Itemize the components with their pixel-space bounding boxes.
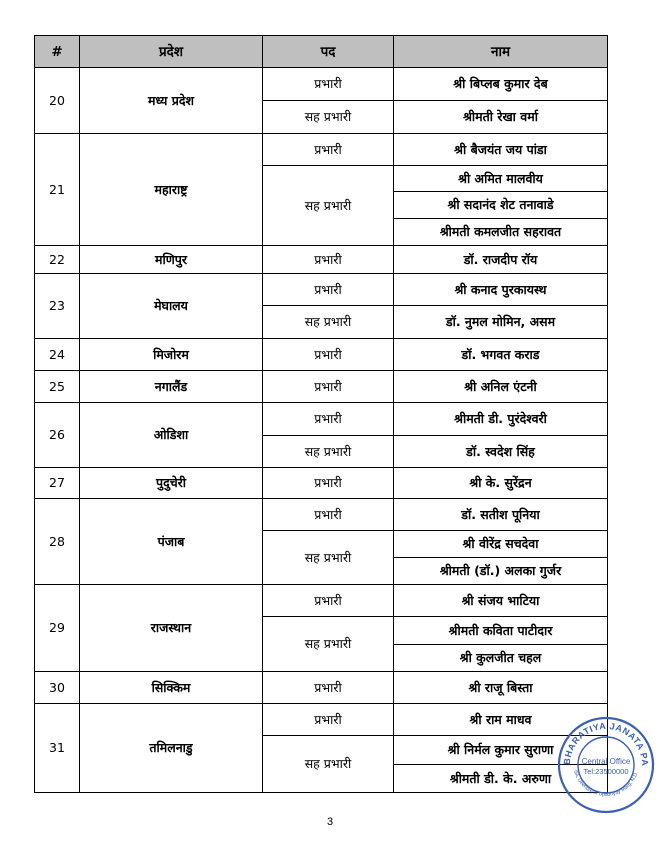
person-name: श्री वीरेंद्र सचदेवा <box>394 531 608 558</box>
person-name: श्री निर्मल कुमार सुराणा <box>394 736 608 765</box>
state-name: पंजाब <box>80 499 263 585</box>
page-number: 3 <box>326 816 334 828</box>
post-title: सह प्रभारी <box>263 101 394 134</box>
person-name: श्री राम माधव <box>394 704 608 736</box>
person-name: श्री बिप्लब कुमार देब <box>394 68 608 101</box>
state-name: मिजोरम <box>80 339 263 371</box>
person-name: श्रीमती (डॉ.) अलका गुर्जर <box>394 558 608 585</box>
state-name: ओडिशा <box>80 403 263 468</box>
stamp-ring-text: BHARATIYA JANATA PA <box>561 720 651 767</box>
post-title: सह प्रभारी <box>263 436 394 468</box>
person-name: श्रीमती डी. के. अरुणा <box>394 765 608 793</box>
person-name: श्रीमती डी. पुरंदेश्वरी <box>394 403 608 436</box>
state-name: मेघालय <box>80 274 263 339</box>
person-name: श्रीमती कमलजीत सहरावत <box>394 219 608 246</box>
person-name: श्रीमती कविता पाटीदार <box>394 617 608 645</box>
post-title: प्रभारी <box>263 468 394 499</box>
person-name: श्री सदानंद शेट तनावाडे <box>394 192 608 219</box>
post-title: प्रभारी <box>263 134 394 166</box>
person-name: श्री बैजयंत जय पांडा <box>394 134 608 166</box>
person-name: श्री अमित मालवीय <box>394 166 608 192</box>
post-title: प्रभारी <box>263 499 394 531</box>
table-body <box>35 68 608 793</box>
row-number: 27 <box>35 468 80 499</box>
post-title: सह प्रभारी <box>263 166 394 246</box>
person-name: श्री कुलजीत चहल <box>394 645 608 672</box>
state-name: सिक्किम <box>80 672 263 704</box>
header-name: नाम <box>394 36 608 68</box>
assignment-table <box>34 35 608 793</box>
header-post: पद <box>263 36 394 68</box>
table-row <box>35 704 608 736</box>
row-number: 23 <box>35 274 80 339</box>
state-name: मध्य प्रदेश <box>80 68 263 134</box>
table-row <box>35 468 608 499</box>
post-title: सह प्रभारी <box>263 531 394 585</box>
table-row <box>35 371 608 403</box>
row-number: 28 <box>35 499 80 585</box>
header-number: # <box>35 36 80 68</box>
person-name: श्री अनिल एंटनी <box>394 371 608 403</box>
post-title: प्रभारी <box>263 246 394 274</box>
person-name: श्री संजय भाटिया <box>394 585 608 617</box>
person-name: श्री के. सुरेंद्रन <box>394 468 608 499</box>
row-number: 30 <box>35 672 80 704</box>
row-number: 26 <box>35 403 80 468</box>
post-title: प्रभारी <box>263 371 394 403</box>
person-name: डॉ. राजदीप रॉय <box>394 246 608 274</box>
party-stamp <box>556 715 656 815</box>
table-row <box>35 499 608 531</box>
row-number: 22 <box>35 246 80 274</box>
table-row <box>35 672 608 704</box>
post-title: प्रभारी <box>263 403 394 436</box>
post-title: प्रभारी <box>263 585 394 617</box>
table-row <box>35 585 608 617</box>
post-title: सह प्रभारी <box>263 617 394 672</box>
post-title: प्रभारी <box>263 339 394 371</box>
stamp-line-2: Tel:23500000 <box>583 767 629 776</box>
person-name: डॉ. सतीश पूनिया <box>394 499 608 531</box>
header-state: प्रदेश <box>80 36 263 68</box>
row-number: 21 <box>35 134 80 246</box>
post-title: प्रभारी <box>263 672 394 704</box>
person-name: श्री राजू बिस्ता <box>394 672 608 704</box>
stamp-line-1: Central Office <box>581 757 631 766</box>
state-name: नगालैंड <box>80 371 263 403</box>
table-row <box>35 134 608 166</box>
post-title: प्रभारी <box>263 274 394 306</box>
row-number: 25 <box>35 371 80 403</box>
table-row <box>35 246 608 274</box>
person-name: डॉ. नुमल मोमिन, असम <box>394 306 608 339</box>
table-row <box>35 403 608 436</box>
state-name: पुदुचेरी <box>80 468 263 499</box>
row-number: 31 <box>35 704 80 793</box>
post-title: प्रभारी <box>263 68 394 101</box>
header-row <box>35 36 608 68</box>
state-name: मणिपुर <box>80 246 263 274</box>
row-number: 29 <box>35 585 80 672</box>
post-title: सह प्रभारी <box>263 306 394 339</box>
person-name: श्रीमती रेखा वर्मा <box>394 101 608 134</box>
post-title: प्रभारी <box>263 704 394 736</box>
stamp-address-text: 6A, Deendayal Upadhyay Marg, N.D. <box>572 769 640 798</box>
post-title: सह प्रभारी <box>263 736 394 793</box>
person-name: डॉ. भगवत कराड <box>394 339 608 371</box>
table-row <box>35 274 608 306</box>
stamp-seal-icon <box>556 715 656 815</box>
state-name: महाराष्ट्र <box>80 134 263 246</box>
person-name: श्री कनाद पुरकायस्थ <box>394 274 608 306</box>
state-name: राजस्थान <box>80 585 263 672</box>
person-name: डॉ. स्वदेश सिंह <box>394 436 608 468</box>
row-number: 20 <box>35 68 80 134</box>
table-row <box>35 339 608 371</box>
state-name: तमिलनाडु <box>80 704 263 793</box>
table-row <box>35 68 608 101</box>
row-number: 24 <box>35 339 80 371</box>
